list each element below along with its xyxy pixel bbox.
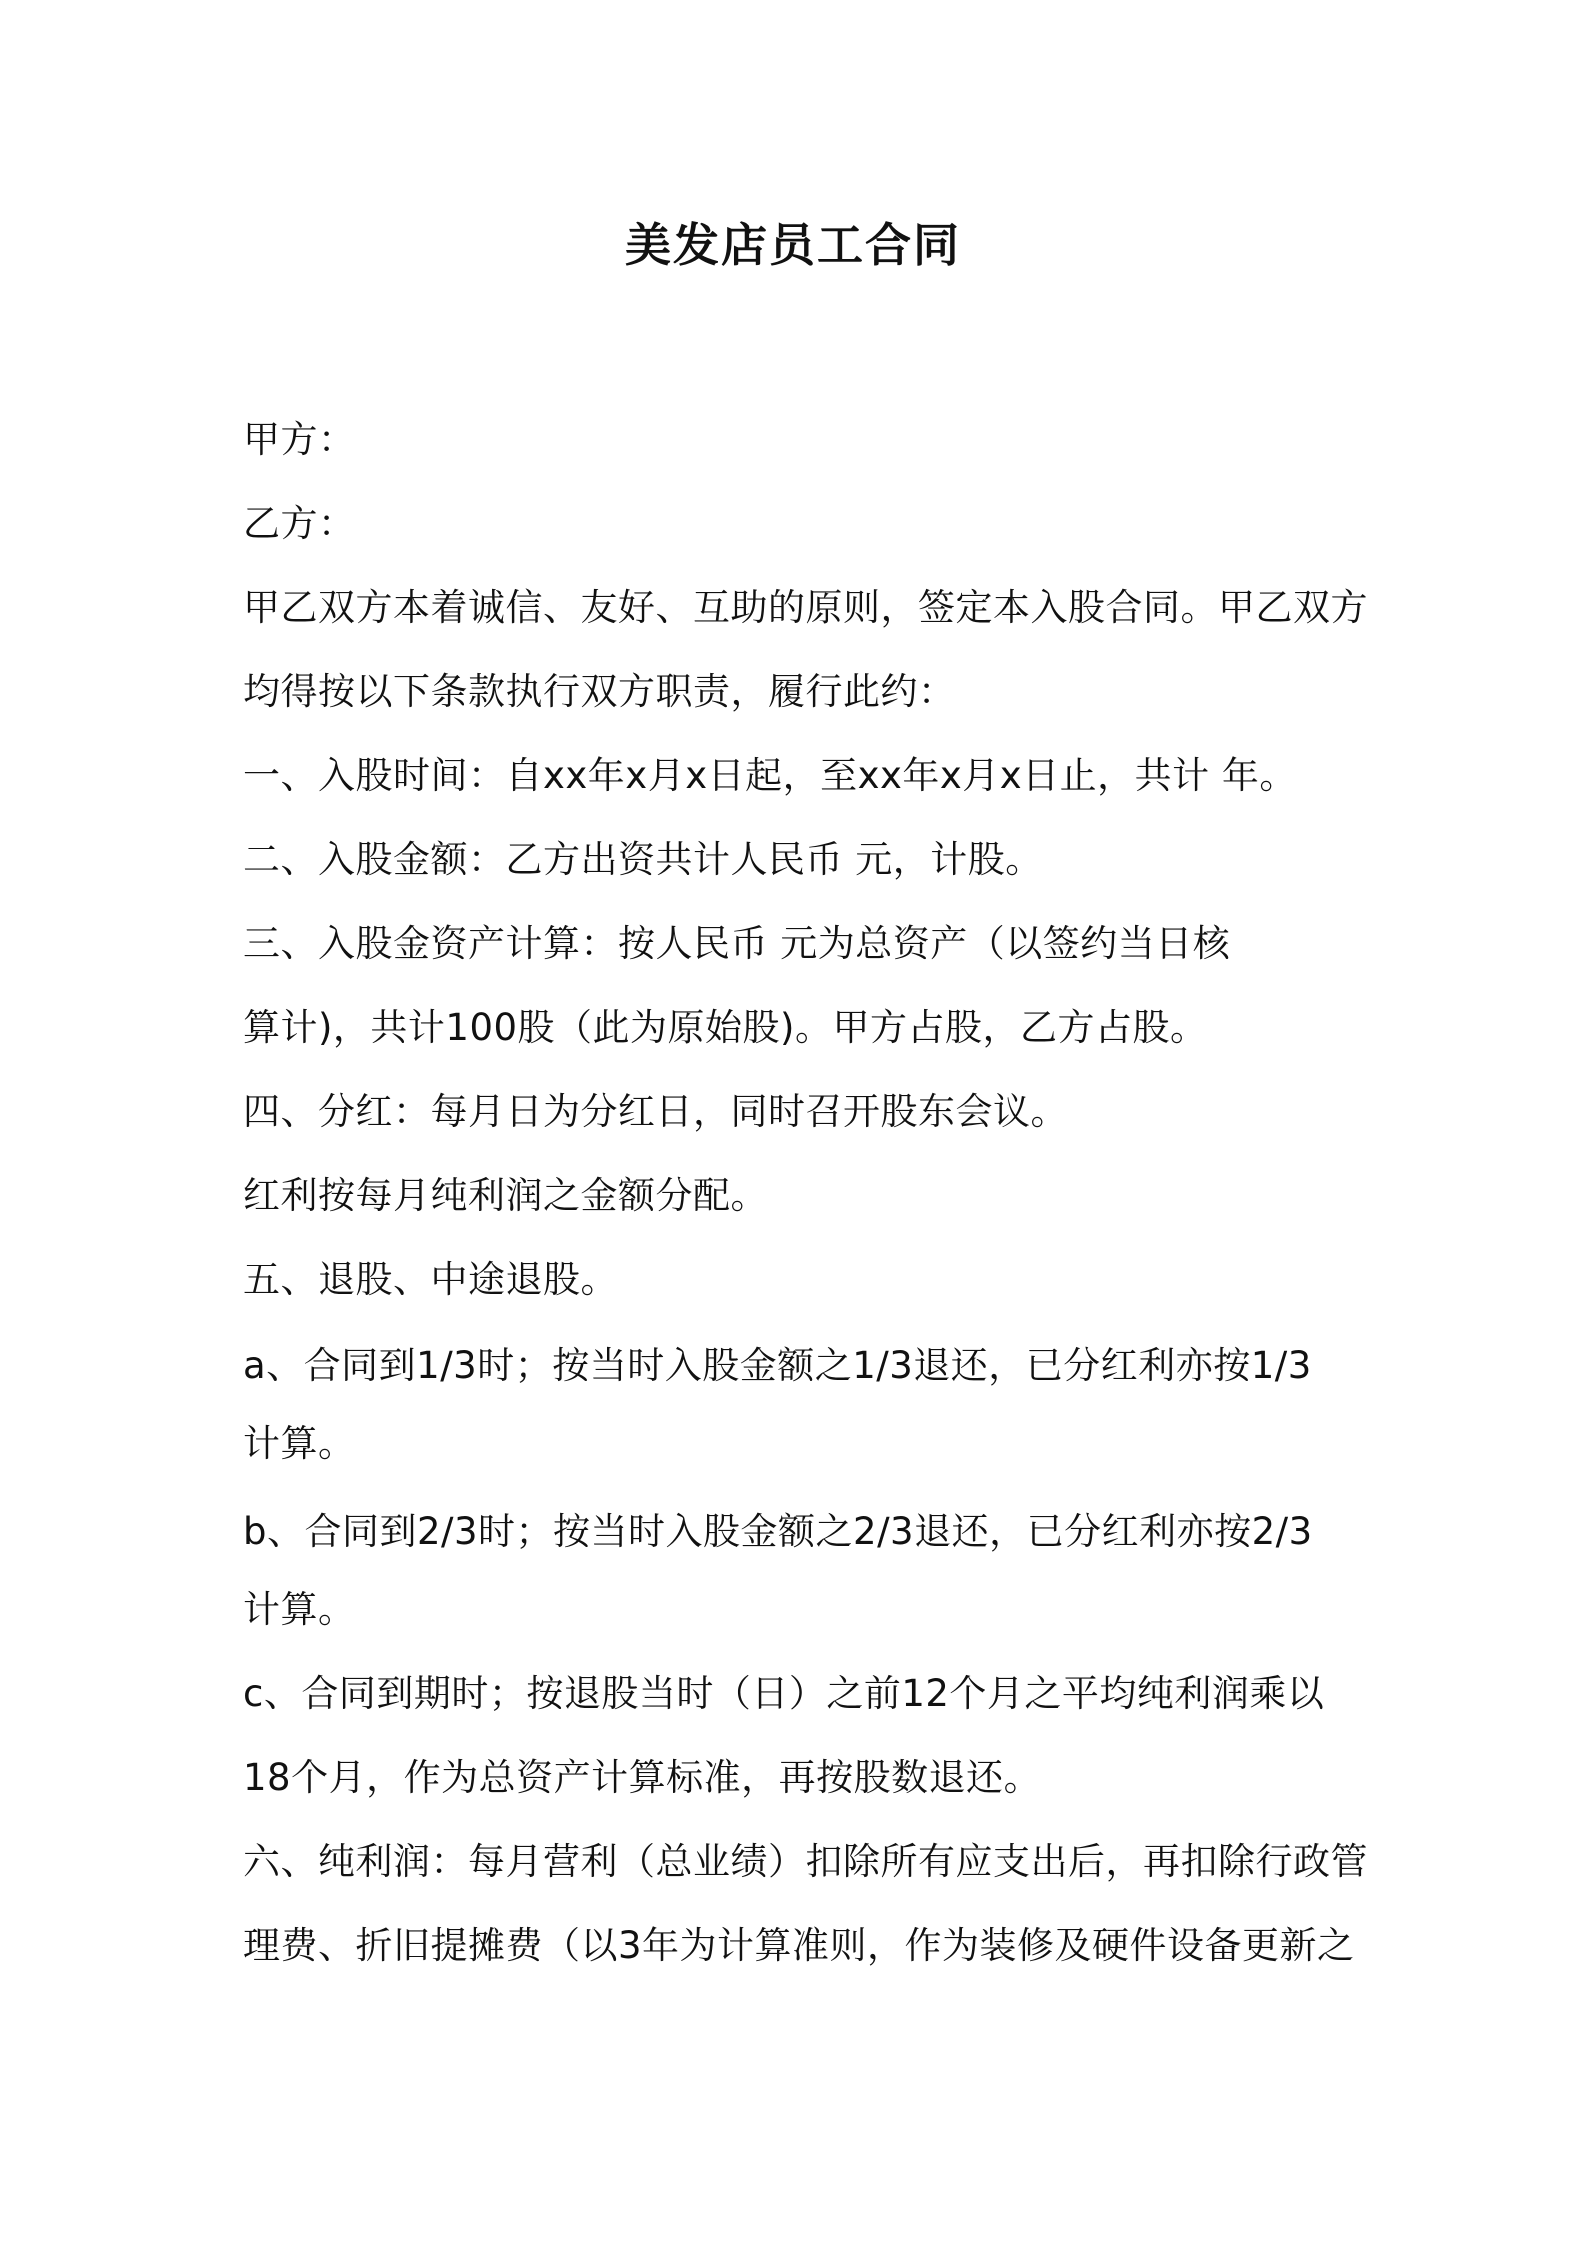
clause-5a-line-2: 计算。	[243, 1422, 356, 1465]
preamble-line-2: 均得按以下条款执行双方职责，履行此约：	[243, 670, 956, 713]
clause-5b-line-2: 计算。	[243, 1588, 356, 1631]
clause-6-line-2: 理费、折旧提摊费（以3年为计算准则，作为装修及硬件设备更新之	[243, 1924, 1355, 1967]
clause-5a-line-1: a、合同到1/3时；按当时入股金额之1/3退还，已分红利亦按1/3	[243, 1344, 1312, 1387]
clause-2-line: 二、入股金额：乙方出资共计人民币 元，计股。	[243, 838, 1043, 881]
party-a-line: 甲方：	[243, 418, 356, 461]
clause-5c-line-2: 18个月，作为总资产计算标准，再按股数退还。	[243, 1756, 1042, 1799]
clause-3-line-2: 算计)，共计100股（此为原始股)。甲方占股，乙方占股。	[243, 1006, 1208, 1049]
clause-5b-line-1: b、合同到2/3时；按当时入股金额之2/3退还，已分红利亦按2/3	[243, 1510, 1313, 1553]
party-b-line: 乙方：	[243, 502, 356, 545]
document-title: 美发店员工合同	[625, 218, 961, 272]
clause-1-line: 一、入股时间：自xx年x月x日起，至xx年x月x日止，共计 年。	[243, 754, 1297, 797]
clause-5-line: 五、退股、中途退股。	[243, 1258, 618, 1301]
dividend-line: 红利按每月纯利润之金额分配。	[243, 1174, 768, 1217]
clause-3-line-1: 三、入股金资产计算：按人民币 元为总资产（以签约当日核	[243, 922, 1231, 965]
clause-5c-line-1: c、合同到期时；按退股当时（日）之前12个月之平均纯利润乘以	[243, 1672, 1325, 1715]
clause-6-line-1: 六、纯利润：每月营利（总业绩）扣除所有应支出后，再扣除行政管	[243, 1840, 1368, 1883]
preamble-line-1: 甲乙双方本着诚信、友好、互助的原则，签定本入股合同。甲乙双方	[243, 586, 1368, 629]
clause-4-line: 四、分红：每月日为分红日，同时召开股东会议。	[243, 1090, 1068, 1133]
